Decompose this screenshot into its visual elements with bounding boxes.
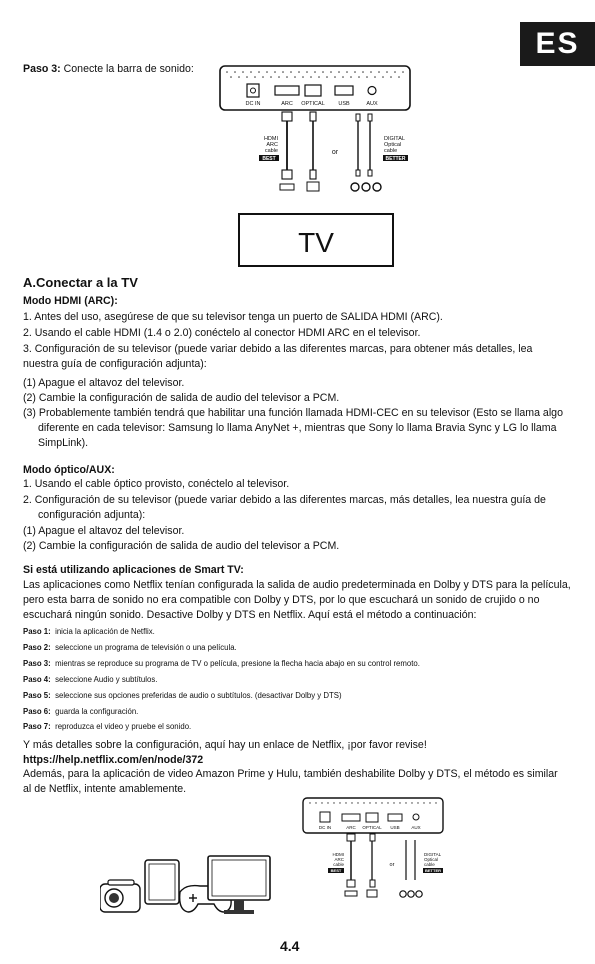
better-badge: BETTER [385,156,406,162]
optical-cable-label-3: cable [384,148,398,154]
optical-cable-label-1: DIGITAL [424,852,442,857]
devices-illustration [100,850,300,920]
netflix-step-text: seleccione sus opciones preferidas de audio o subtítulos. (desactivar Dolby y DTS) [55,691,342,700]
soundbar-connection-diagram-small [298,796,448,916]
section-a-title: A.Conectar a la TV [23,275,138,290]
language-badge: ES [520,22,595,66]
best-badge: BEST [330,868,342,873]
netflix-step-1 [23,624,155,639]
more-details-text: Y más detalles sobre la configuración, aquí hay un enlace de Netflix, ¡por favor revise! [23,739,427,751]
step3-text: Conecte la barra de sonido: [63,63,194,75]
netflix-step-2 [23,640,237,655]
netflix-step-text: seleccione un programa de televisión o una película. [55,643,237,652]
optical-item-2: 2. Configuración de su televisor (puede variar debido a las diferentes marcas, más detalles, lea nuestra guía de configuración adjunta): [23,494,546,521]
tablet-icon [145,860,179,904]
optical-cable-label-2: Optical [384,142,402,148]
hdmi-cable-label-2: ARC [266,142,278,148]
hdmi-cable-label-3: cable [264,148,278,154]
netflix-step-text: seleccione Audio y subtítulos. [55,675,158,684]
netflix-step-label: Paso 5: [23,691,51,700]
page-number: 4.4 [280,938,300,954]
netflix-step-text: reproduzca el video y pruebe el sonido. [55,722,192,731]
optical-subitem-2: (2) Cambie la configuración de salida de audio del televisor a PCM. [23,540,340,552]
port-label-optical: OPTICAL [301,101,325,107]
tv-illustration [238,213,394,267]
hdmi-cable-label-1: HDMI [332,852,344,857]
port-label-arc: ARC [281,101,293,107]
netflix-step-label: Paso 4: [23,675,51,684]
netflix-step-7 [23,719,191,734]
netflix-step-text: guarda la configuración. [55,707,139,716]
port-label-arc: ARC [346,825,356,830]
port-label-aux: AUX [411,825,421,830]
soundbar-connection-diagram [215,64,415,214]
port-label-usb: USB [338,101,350,107]
netflix-step-label: Paso 3: [23,659,51,668]
netflix-step-text: mientras se reproduce su programa de TV o película, presione la flecha hacia abajo en su control remoto. [55,659,420,668]
hdmi-cable-label-2: ARC [334,857,344,862]
hdmi-subitem-2: (2) Cambie la configuración de salida de audio del televisor a PCM. [23,392,340,404]
netflix-step-3 [23,656,420,671]
hdmi-item-3: 3. Configuración de su televisor (puede variar debido a las diferentes marcas, para obtener más detalles, lea nuestra guía de configuración adjunta): [23,343,533,370]
hdmi-cable-label-1: HDMI [263,136,278,142]
netflix-help-link[interactable]: https://help.netflix.com/en/node/372 [23,754,204,766]
port-label-aux: AUX [366,101,378,107]
netflix-step-label: Paso 1: [23,627,51,636]
smart-tv-title: Si está utilizando aplicaciones de Smart TV: [23,564,244,576]
amazon-hulu-text: Además, para la aplicación de video Amazon Prime y Hulu, también deshabilite Dolby y DTS, el método es similar al de Netflix, intente amablemente. [23,768,558,795]
port-label-dcin: DC IN [318,825,332,830]
hdmi-item-1: 1. Antes del uso, asegúrese de que su televisor tenga un puerto de SALIDA HDMI (ARC). [23,311,443,323]
optical-mode-title: Modo óptico/AUX: [23,464,115,476]
optical-item-1: 1. Usando el cable óptico provisto, conéctelo al televisor. [23,478,290,490]
netflix-step-5 [23,688,342,703]
netflix-step-label: Paso 7: [23,722,51,731]
optical-cable-label-2: Optical [424,857,439,862]
netflix-step-6 [23,704,138,719]
projector-icon [100,880,140,912]
optical-subitem-1: (1) Apague el altavoz del televisor. [23,525,185,537]
step3-line [23,62,194,77]
or-label: or [331,149,339,156]
hdmi-item-2: 2. Usando el cable HDMI (1.4 o 2.0) conéctelo al conector HDMI ARC en el televisor. [23,327,421,339]
hdmi-cable-label-3: cable [333,862,344,867]
smart-tv-paragraph: Las aplicaciones como Netflix tenían configurada la salida de audio predeterminada en Dolby y DTS para la película, pero esta barra de sonido no era compatible con Dolby y DTS, por lo que escuchará un sonido de crujido o no escuchará ningún sonido. Desactive Dolby y DTS en Netflix. Aquí está el método a continuación: [23,579,571,621]
netflix-step-label: Paso 2: [23,643,51,652]
tv-label: TV [298,227,334,258]
netflix-step-label: Paso 6: [23,707,51,716]
hdmi-subitem-1: (1) Apague el altavoz del televisor. [23,377,185,389]
best-badge: BEST [262,156,276,162]
optical-cable-label-1: DIGITAL [384,136,405,142]
optical-cable-label-3: cable [424,862,435,867]
netflix-step-text: inicia la aplicación de Netflix. [55,627,155,636]
port-label-dcin: DC IN [245,101,261,107]
hdmi-subitem-3: (3) Probablemente también tendrá que habilitar una función llamada HDMI-CEC en su televisor (Esto se llama algo diferente en cada televisor: Samsung lo llama AnyNet +, mientras que Sony lo llama Bravia Sync y LG lo llama SimpLink). [23,407,563,449]
or-label: or [389,862,395,868]
hdmi-mode-title: Modo HDMI (ARC): [23,295,118,307]
port-label-optical: OPTICAL [362,825,382,830]
netflix-step-4 [23,672,157,687]
step3-label: Paso 3: [23,63,61,75]
port-label-usb: USB [390,825,400,830]
better-badge: BETTER [425,868,441,873]
